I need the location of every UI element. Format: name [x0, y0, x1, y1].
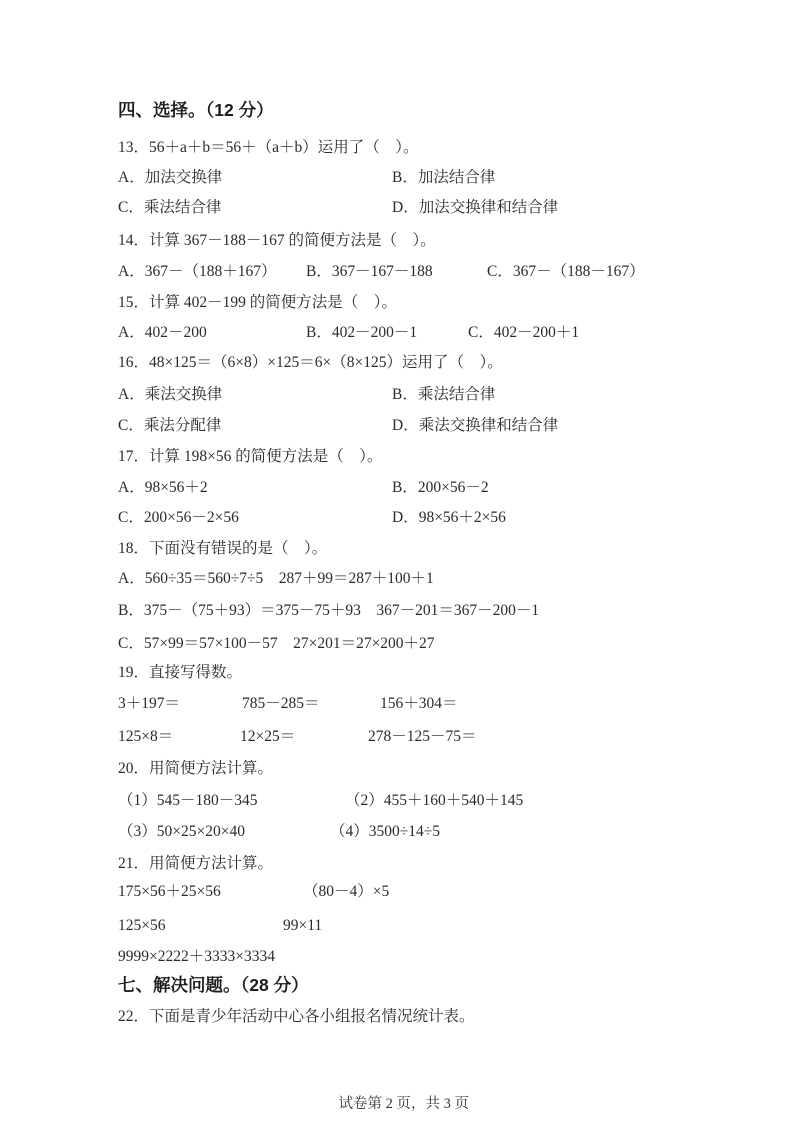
question-17-option-d: D．98×56＋2×56 [392, 509, 506, 526]
question-20-item-1: （1）545－180－345 [118, 792, 258, 809]
question-14-text: 14．计算 367－188－167 的简便方法是（ ）。 [118, 232, 436, 249]
question-20 [0, 757, 793, 781]
question-16-text: 16．48×125＝（6×8）×125＝6×（8×125）运用了（ ）。 [118, 354, 503, 371]
question-16-option-c: C．乘法分配律 [118, 417, 222, 434]
question-16 [0, 351, 793, 375]
question-18-option-b-row [0, 599, 793, 623]
question-16-options-row-2 [0, 414, 793, 438]
question-21 [0, 852, 793, 876]
question-14-option-c: C．367－（188－167） [487, 263, 645, 280]
question-20-item-4: （4）3500÷14÷5 [330, 823, 441, 840]
question-19-expression-5: 12×25＝ [240, 728, 296, 745]
question-15 [0, 291, 793, 315]
question-14 [0, 229, 793, 253]
question-18-text: 18．下面没有错误的是（ ）。 [118, 540, 328, 557]
question-17-option-c: C．200×56－2×56 [118, 509, 239, 526]
question-21-expression-1: 175×56＋25×56 [118, 883, 221, 900]
question-16-option-a: A．乘法交换律 [118, 386, 223, 403]
question-13-option-b: B．加法结合律 [392, 169, 496, 186]
question-19-expression-6: 278－125－75＝ [368, 728, 477, 745]
question-17-text: 17．计算 198×56 的简便方法是（ ）。 [118, 448, 383, 465]
question-20-row-2 [0, 820, 793, 844]
question-21-expression-5: 9999×2222＋3333×3334 [118, 948, 275, 965]
question-17-option-b: B．200×56－2 [392, 479, 489, 496]
question-13-options-row-1 [0, 166, 793, 190]
question-15-options-row [0, 321, 793, 345]
question-14-options-row [0, 260, 793, 284]
question-21-text: 21．用简便方法计算。 [118, 855, 274, 872]
question-14-option-a: A．367－（188＋167） [118, 263, 277, 280]
question-20-item-2: （2）455＋160＋540＋145 [345, 792, 524, 809]
question-15-option-c: C．402－200＋1 [468, 324, 580, 341]
question-18-option-c-row [0, 632, 793, 656]
question-16-options-row-1 [0, 383, 793, 407]
question-17-options-row-1 [0, 476, 793, 500]
question-13-options-row-2 [0, 196, 793, 220]
question-17-option-a: A．98×56＋2 [118, 479, 208, 496]
question-14-option-b: B．367－167－188 [306, 263, 433, 280]
page-footer-text: 试卷第 2 页，共 3 页 [338, 1096, 469, 1112]
question-18-option-c: C．57×99＝57×100－57 27×201＝27×200＋27 [118, 635, 435, 652]
question-13 [0, 136, 793, 160]
question-21-row-3 [0, 945, 793, 969]
question-19-text: 19．直接写得数。 [118, 664, 243, 681]
question-21-row-1 [0, 880, 793, 904]
question-21-expression-3: 125×56 [118, 917, 166, 934]
question-19-row-1 [0, 692, 793, 716]
page-footer [0, 1068, 793, 1112]
question-18-option-a: A．560÷35＝560÷7÷5 287＋99＝287＋100＋1 [118, 570, 434, 587]
section-7-heading-text: 七、解决问题。（28 分） [118, 975, 309, 995]
question-16-option-b: B．乘法结合律 [392, 386, 496, 403]
question-18 [0, 537, 793, 561]
question-20-text: 20．用简便方法计算。 [118, 760, 274, 777]
question-20-item-3: （3）50×25×20×40 [118, 823, 245, 840]
question-22-text: 22．下面是青少年活动中心各小组报名情况统计表。 [118, 1008, 475, 1025]
section-4-heading-text: 四、选择。（12 分） [118, 100, 274, 120]
question-21-expression-4: 99×11 [283, 917, 323, 934]
question-19-expression-3: 156＋304＝ [380, 695, 458, 712]
question-21-row-2 [0, 914, 793, 938]
question-19-expression-2: 785－285＝ [242, 695, 320, 712]
question-19-expression-1: 3＋197＝ [118, 695, 181, 712]
section-7-heading [0, 973, 793, 997]
question-13-text: 13．56＋a＋b＝56＋（a＋b）运用了（ ）。 [118, 139, 419, 156]
question-15-option-b: B．402－200－1 [306, 324, 418, 341]
question-20-row-1 [0, 789, 793, 813]
question-18-option-b: B．375－（75＋93）＝375－75＋93 367－201＝367－200－1 [118, 602, 540, 619]
question-13-option-d: D．加法交换律和结合律 [392, 199, 559, 216]
question-19 [0, 661, 793, 685]
question-15-option-a: A．402－200 [118, 324, 207, 341]
question-17-options-row-2 [0, 506, 793, 530]
question-13-option-a: A．加法交换律 [118, 169, 223, 186]
question-19-expression-4: 125×8＝ [118, 728, 174, 745]
question-18-option-a-row [0, 567, 793, 591]
question-19-row-2 [0, 725, 793, 749]
question-16-option-d: D．乘法交换律和结合律 [392, 417, 559, 434]
question-15-text: 15．计算 402－199 的简便方法是（ ）。 [118, 294, 398, 311]
question-17 [0, 445, 793, 469]
question-13-option-c: C．乘法结合律 [118, 199, 222, 216]
question-21-expression-2: （80－4）×5 [303, 883, 390, 900]
section-4-heading [0, 98, 793, 122]
question-22 [0, 1005, 793, 1029]
